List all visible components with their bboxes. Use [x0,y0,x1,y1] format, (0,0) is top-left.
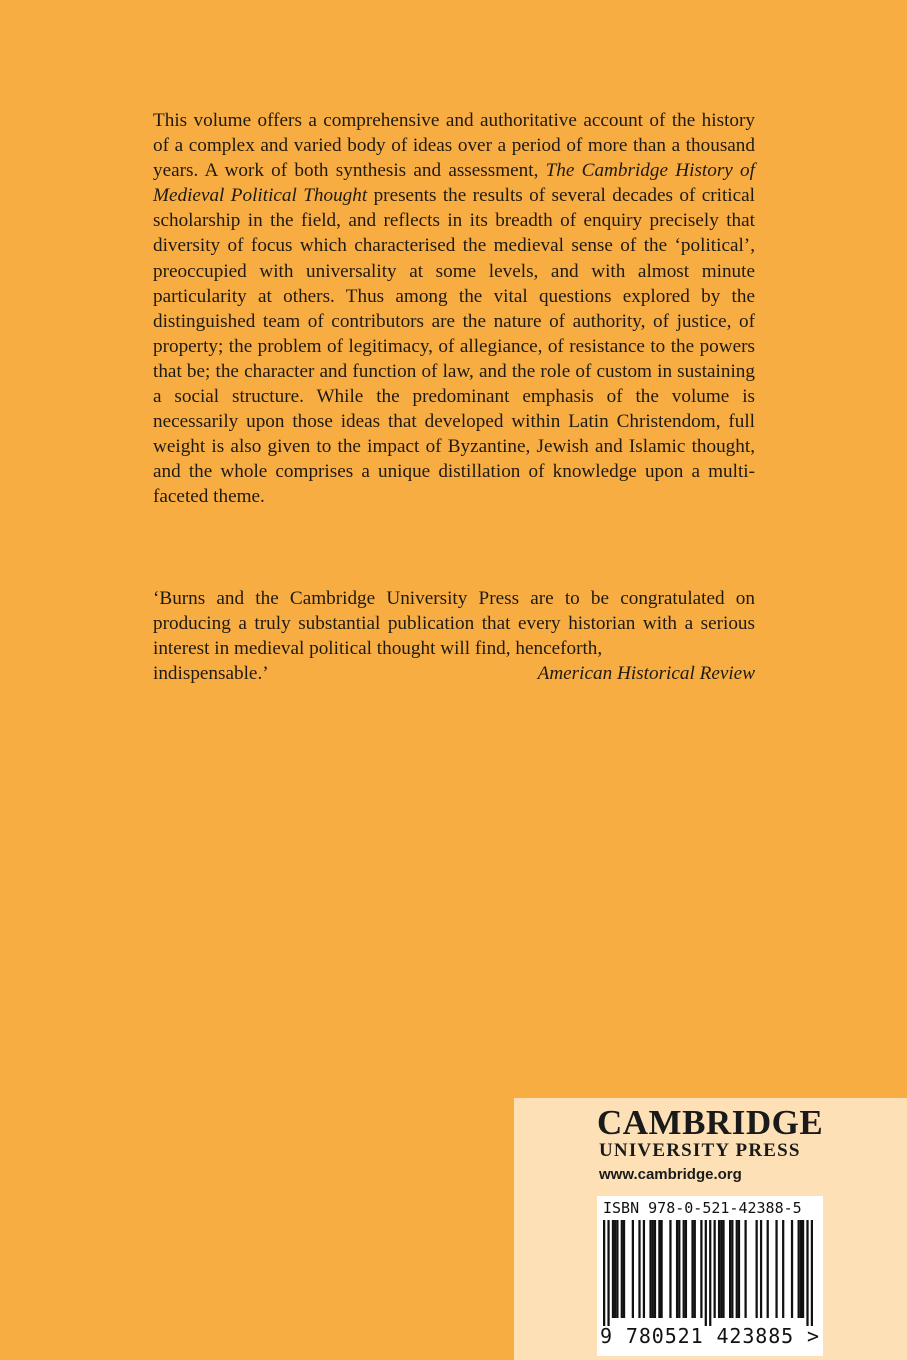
barcode-bar [614,1220,616,1318]
barcode-bar [643,1220,645,1318]
publisher-name: CAMBRIDGE [597,1103,824,1142]
barcode-bar [800,1220,802,1318]
barcode-bar [791,1220,793,1318]
barcode-bar [756,1220,758,1318]
barcode-bar [616,1220,618,1318]
barcode-bar [676,1220,678,1318]
publisher-subtitle: UNIVERSITY PRESS [599,1140,801,1161]
barcode-bar [744,1220,746,1318]
barcode-bar [691,1220,693,1318]
barcode-bar [731,1220,733,1318]
barcode-bar [738,1220,740,1318]
barcode-bar [638,1220,640,1318]
barcode-bar [678,1220,680,1318]
barcode-bar [722,1220,724,1318]
barcode-bar [775,1220,777,1318]
review-last-line [153,661,755,686]
barcode-bar [607,1220,609,1326]
barcode-bar [669,1220,671,1318]
review-text: ‘Burns and the Cambridge University Press are to be congratulated on producing a truly substantial publication that every historian with a serious interest in medieval political thought will find, henceforth, [153,588,755,660]
barcode-box [597,1196,823,1356]
barcode-bar [654,1220,656,1318]
review-quote [153,586,755,686]
barcode-bar [685,1220,687,1318]
barcode-bar [603,1220,605,1326]
barcode-bar [736,1220,738,1318]
book-description [153,108,755,510]
barcode-bar [683,1220,685,1318]
description-intro: This volume offers a comprehensive and authoritative account of the history of a complex and varied body of ideas over a period of more than a thousand years. A work of both synthesis and assessment, [153,110,755,182]
barcode-bars [603,1220,813,1326]
barcode-bar [649,1220,651,1318]
barcode-bar [694,1220,696,1318]
isbn-label: ISBN 978-0-521-42388-5 [603,1199,802,1217]
barcode-digits: 9 780521 423885 > [600,1324,820,1348]
barcode-bar [632,1220,634,1318]
barcode-bar [760,1220,762,1318]
barcode-bar [700,1220,702,1318]
publisher-url: www.cambridge.org [599,1166,742,1183]
review-text-end: indispensable.’ [153,663,269,685]
barcode-bar [621,1220,623,1318]
barcode-bar [802,1220,804,1318]
barcode-bar [658,1220,660,1318]
barcode-bar [798,1220,800,1318]
barcode-bar [718,1220,720,1318]
book-title: The Cambridge History of Medieval Political Thought [153,160,755,207]
description-body: presents the results of several decades of critical scholarship in the field, and reflects in its breadth of enquiry precisely that diversity of focus which characterised the medieval sense of the ‘political’, preoccupied with universality at some levels, and with almost minute particularity at others. Thus among the vital questions explored by the distinguished team of contributors are the nature of authority, of justice, of property; the problem of legitimacy, of allegiance, of resistance to the powers that be; the character and function of law, and the role of custom in sustaining a social structure. While the predominant emphasis of the volume is necessarily upon those ideas that developed within Latin Christendom, full weight is also given to the impact of Byzantine, Jewish and Islamic thought, and the whole comprises a unique distillation of knowledge upon a multi-faceted theme. [153,185,755,508]
publisher-panel [514,1098,907,1360]
barcode-bar [720,1220,722,1318]
barcode-bar [806,1220,808,1326]
barcode-bar [729,1220,731,1318]
barcode-bar [623,1220,625,1318]
barcode-bar [767,1220,769,1318]
barcode-bar [652,1220,654,1318]
barcode-bar [705,1220,707,1326]
barcode-bar [612,1220,614,1318]
barcode-bar [811,1220,813,1326]
barcode-bar [714,1220,716,1318]
barcode-bar [782,1220,784,1318]
review-source: American Historical Review [537,663,755,685]
barcode-bar [709,1220,711,1326]
barcode-bar [660,1220,662,1318]
